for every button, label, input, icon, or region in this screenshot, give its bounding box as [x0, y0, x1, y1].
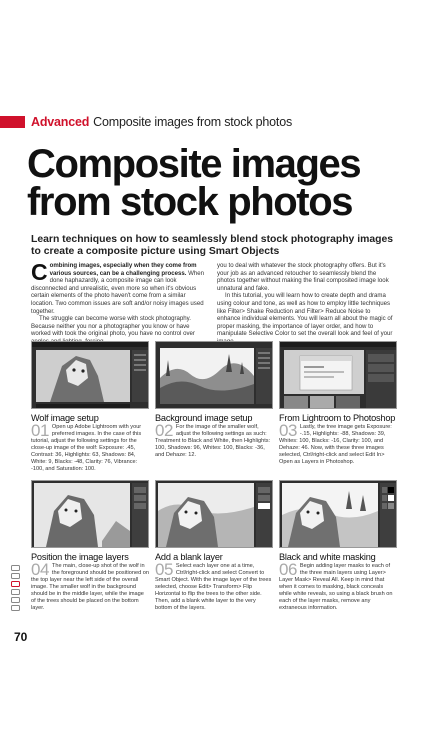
nav-page-icon[interactable] — [11, 565, 20, 571]
photoshop-position-layers-image — [32, 481, 149, 548]
step-1-number: 01 — [31, 421, 49, 440]
step-6 — [279, 480, 397, 612]
article-body — [31, 259, 393, 346]
step-6-number: 06 — [279, 560, 297, 579]
photoshop-blank-layer-image — [156, 481, 273, 548]
step-4-body: The main, close-up shot of the wolf in the foreground should be positioned on the top layer near the left side of the overall image. The smaller wolf in the background should be in the middle layer, while the image of the trees should be placed on the bottom layer. — [31, 563, 149, 611]
steps-row-2 — [31, 480, 395, 612]
step-5-number: 05 — [155, 560, 173, 579]
nav-page-icon[interactable] — [11, 597, 20, 603]
section-color-tab — [0, 116, 25, 128]
step-1 — [31, 341, 149, 473]
drop-cap: C — [31, 259, 48, 285]
step-4-number: 04 — [31, 560, 49, 579]
step-5-body: Select each layer one at a time, Ctrl/right-click and select Convert to Smart Object. With the image layer of the trees selected, choose Edit> Transform> Flip Horizontal to flip the trees to the other side. Then, add a blank white layer to the very bottom of the layers. — [155, 563, 272, 611]
body-column-right — [217, 262, 393, 346]
step-1-body: Open up Adobe Lightroom with your preferred images. In the case of this tutorial, adjust the following settings for the close-up image of the wolf: Exposure: .45, Contrast: 36, Highlights: 63, Shadows: 84, White: 9, Blacks: -48, Clarity: 76, Vibrance: -100, and Saturation: 100. — [31, 424, 142, 472]
step-1-text — [31, 421, 149, 473]
article-headline: Composite images from stock photos — [27, 142, 361, 224]
step-6-title: Black and white masking — [279, 552, 376, 562]
photoshop-masking-image — [280, 481, 397, 548]
step-1-title: Wolf image setup — [31, 413, 99, 423]
step-3-screenshot[interactable] — [279, 341, 397, 409]
step-6-body: Begin adding layer masks to each of the three main layers using Layer> Layer Mask> Reveal All. Keep in mind that when it comes to masking, black conceals while white reveals, so using a black brush on each of the layer masks, remove any extraneous information. — [279, 563, 393, 611]
step-2-text — [155, 421, 273, 459]
section-header — [0, 115, 292, 129]
section-kicker: Advanced — [31, 115, 90, 129]
step-5-screenshot[interactable] — [155, 480, 273, 548]
body-paragraph-1-rest: When done haphazardly, a composite image can look disconnected and unrealistic, even more so when it's obvious certain elements of the photo haven't come from a similar location. Two common issues are soft and/or noisy images used together. — [31, 269, 205, 315]
step-2-screenshot[interactable] — [155, 341, 273, 409]
step-4-text — [31, 560, 149, 612]
body-column-left — [31, 259, 207, 346]
page-number: 70 — [14, 630, 28, 644]
step-3-body: Lastly, the tree image gets Exposure: -.15, Highlights: -88, Shadows: 39, Whites: 100, Blacks: -16, Clarity: 100, and Dehaze: 46. Now, with these three images selected, Ctrl/right-click and select Edit In> Open as Layers in Photoshop. — [279, 424, 392, 465]
step-6-text — [279, 560, 397, 612]
step-4-screenshot[interactable] — [31, 480, 149, 548]
step-3-text — [279, 421, 397, 466]
step-4 — [31, 480, 149, 612]
step-3-number: 03 — [279, 421, 297, 440]
body-paragraph-2: The struggle can become worse with stock photography. Because neither you nor a photographer you know or have worked with took the original photo, you have no control over — [31, 315, 195, 338]
section-title: Composite images from stock photos — [93, 115, 292, 129]
nav-page-icon[interactable] — [11, 605, 20, 611]
article-standfirst: Learn techniques on how to seamlessly blend stock photography images to create a composite picture using Smart Objects — [31, 234, 394, 258]
step-3-title: From Lightroom to Photoshop — [279, 413, 396, 423]
nav-page-icon[interactable] — [11, 589, 20, 595]
page-navigation-icons — [11, 565, 20, 611]
steps-row-1 — [31, 341, 395, 473]
step-5-text — [155, 560, 273, 612]
step-4-title: Position the image layers — [31, 552, 129, 562]
lightroom-wolf-image — [32, 342, 149, 409]
body-paragraph-1 — [31, 259, 207, 315]
step-3 — [279, 341, 397, 473]
body-paragraph-3: you to deal with whatever the stock photography offers. But it's your job as an advanced retoucher to seamlessly blend the photos together without making the final composited image look unnatural and fake. — [217, 262, 389, 292]
body-lead: ombining images, especially when they come from various sources, can be a challenging process. — [49, 262, 197, 277]
step-2-number: 02 — [155, 421, 173, 440]
top-margin — [0, 0, 422, 60]
step-1-screenshot[interactable] — [31, 341, 149, 409]
step-6-screenshot[interactable] — [279, 480, 397, 548]
step-2 — [155, 341, 273, 473]
step-5-title: Add a blank layer — [155, 552, 223, 562]
step-2-body: For the image of the smaller wolf, adjust the following settings as such: Treatment to Black and White, then Highlights: 100, Shadows: 96, Whites: 100, Blacks: -36, and Dehaze: 12. — [155, 424, 271, 458]
nav-page-icon[interactable] — [11, 573, 20, 579]
step-5 — [155, 480, 273, 612]
body-paragraph-4: In this tutorial, you will learn how to create depth and drama using colour and tone, as well as how to employ little techniques like Filter> Shake Reduction and Filter> Reduce Noise to enhance individual elements. You will learn all about the magic of proper masking, the importance of layer order, and how to manipulate Selective Color to set the overall look and feel of your — [217, 292, 393, 338]
step-2-title: Background image setup — [155, 413, 253, 423]
lightroom-background-image — [156, 342, 273, 409]
photoshop-open-layers-image — [280, 342, 397, 409]
nav-page-icon-active[interactable] — [11, 581, 20, 587]
